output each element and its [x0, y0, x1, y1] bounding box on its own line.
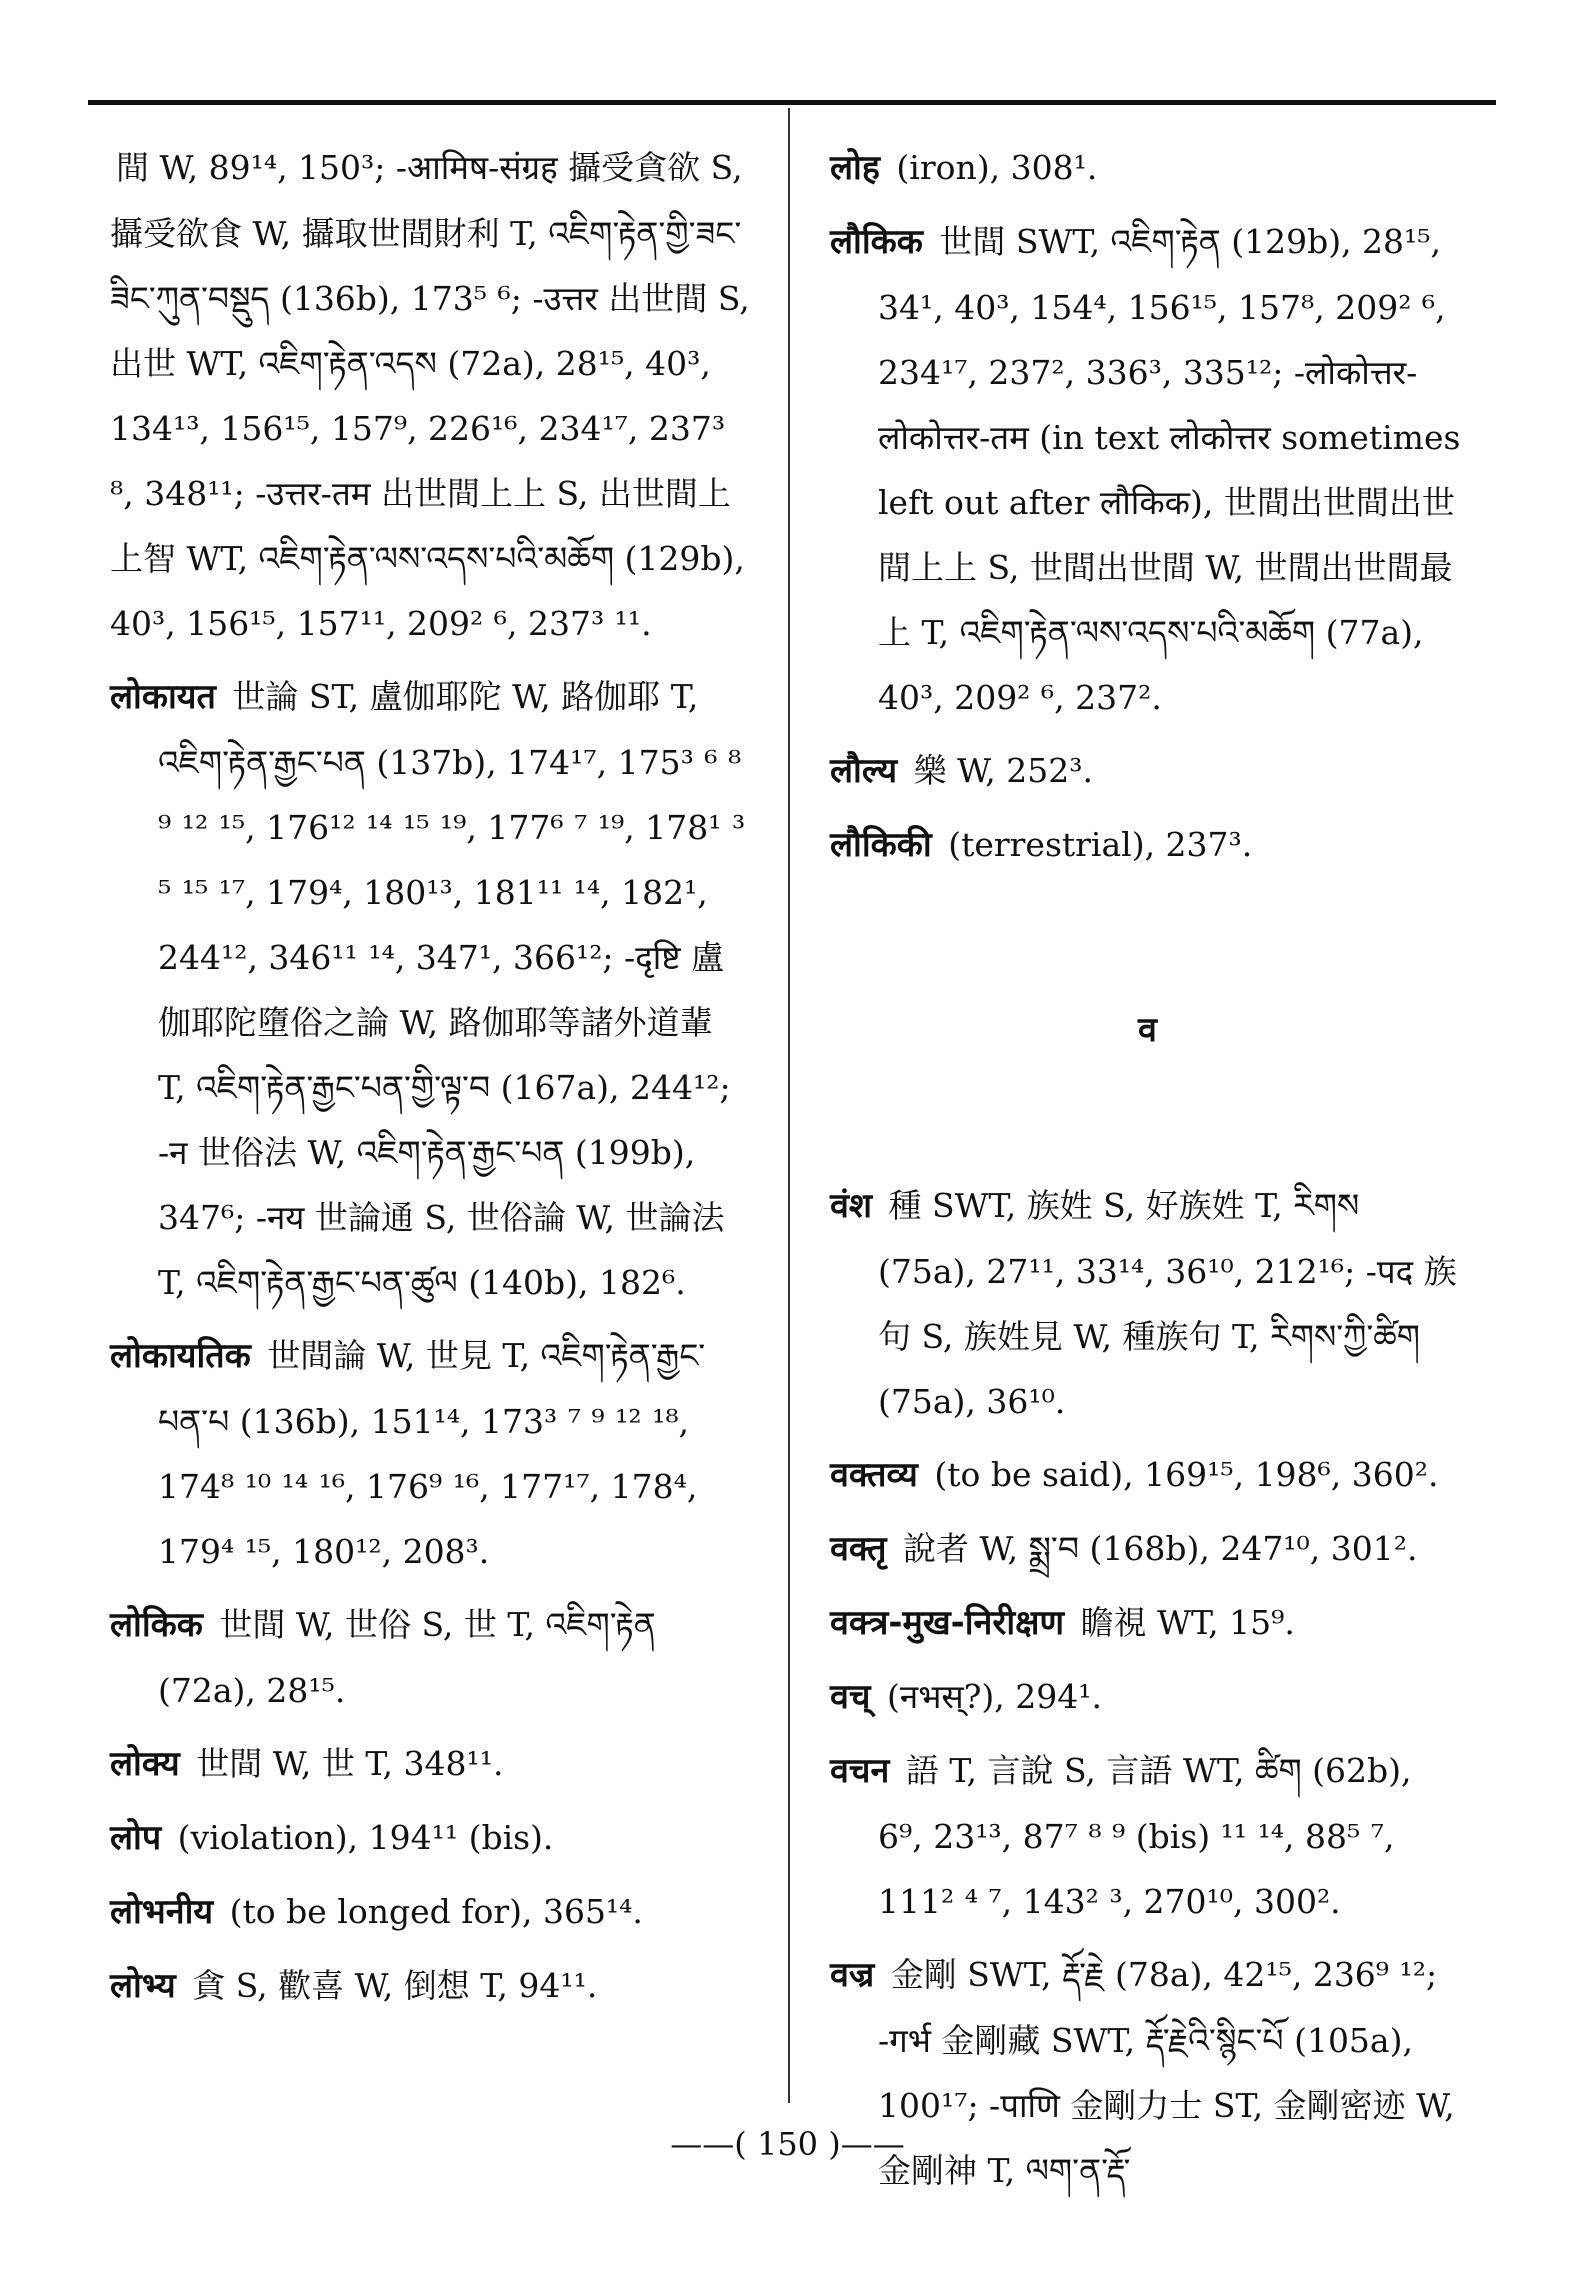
top-rule — [88, 100, 1496, 105]
entry-headword: लोकायत — [110, 677, 216, 717]
dictionary-entry — [110, 1592, 750, 1723]
entry-headword: लौल्य — [830, 751, 898, 791]
entry-headword: लौकिकी — [830, 825, 932, 865]
entry-text: (violation), 194¹¹ (bis). — [177, 1818, 554, 1857]
entry-headword: लोकायतिक — [110, 1336, 251, 1376]
dictionary-entry — [110, 1731, 750, 1797]
entry-headword: वच् — [830, 1677, 871, 1717]
entry-text: 瞻視 WT, 15⁹. — [1080, 1603, 1295, 1642]
entry-headword: वक्त्र-मुख-निरीक्षण — [830, 1603, 1065, 1643]
entry-text: 金剛 SWT, རྡོ་རྗེ (78a), 42¹⁵, 236⁹ ¹²; -गर्भ 金剛藏 SWT, རྡོ་རྗེའི་སྙིང་པོ (105a), 100¹⁷; -पाणि 金剛力士 ST, 金剛密迹 W, 金剛神 T, ལག་ན་རྡོ་ — [878, 1955, 1455, 2190]
entry-headword: लोह — [830, 148, 880, 188]
page-number: ——( 150 )—— — [670, 2125, 905, 2163]
entry-headword: वक्तृ — [830, 1529, 887, 1569]
entry-text: 世論 ST, 盧伽耶陀 W, 路伽耶 T, འཇིག་རྟེན་རྒྱང་པན (137b), 174¹⁷, 175³ ⁶ ⁸ ⁹ ¹² ¹⁵, 176¹² ¹⁴ ¹⁵ ¹⁹, 177⁶ ⁷ ¹⁹, 178¹ ³ ⁵ ¹⁵ ¹⁷, 179⁴, 180¹³, 181¹¹ ¹⁴, 182¹, 244¹², 346¹¹ ¹⁴, 347¹, 366¹²; -दृष्टि 盧伽耶陀墮俗之論 W, 路伽耶等諸外道輩 T, འཇིག་རྟེན་རྒྱང་པན་གྱི་ལྟ་བ (167a), 244¹²; -न 世俗法 W, འཇིག་རྟེན་རྒྱང་པན (199b), 347⁶; -नय 世論通 S, 世俗論 W, 世論法 T, འཇིག་རྟེན་རྒྱང་པན་ཚུལ (140b), 182⁶. — [158, 677, 746, 1302]
dictionary-entry — [830, 1173, 1465, 1434]
entry-headword: वज्र — [830, 1955, 875, 1995]
entry-headword: लोभनीय — [110, 1892, 214, 1932]
dictionary-entry — [110, 1953, 750, 2019]
dictionary-entry — [110, 135, 750, 656]
dictionary-entry — [830, 1590, 1465, 1656]
section-letter: व — [1138, 1010, 1157, 1050]
dictionary-entry — [830, 1738, 1465, 1934]
right-column — [830, 135, 1465, 2211]
dictionary-entry — [110, 1323, 750, 1584]
dictionary-entry — [830, 135, 1465, 201]
entry-text: 世間論 W, 世見 T, འཇིག་རྟེན་རྒྱང་པན་པ (136b), 151¹⁴, 173³ ⁷ ⁹ ¹² ¹⁸, 174⁸ ¹⁰ ¹⁴ ¹⁶, 176⁹ ¹⁶, 177¹⁷, 178⁴, 179⁴ ¹⁵, 180¹², 208³. — [158, 1336, 706, 1571]
entry-headword: वचन — [830, 1751, 890, 1791]
entry-headword: वंश — [830, 1186, 873, 1226]
dictionary-entry — [830, 209, 1465, 730]
column-divider — [788, 108, 790, 2103]
entry-headword: लोकिक — [110, 1605, 203, 1645]
entry-text: (to be longed for), 365¹⁴. — [229, 1892, 643, 1931]
entry-headword: लोभ्य — [110, 1966, 176, 2006]
dictionary-entry — [830, 1664, 1465, 1730]
entry-text: 說者 W, སྨྲ་བ (168b), 247¹⁰, 301². — [903, 1529, 1418, 1568]
dictionary-entry — [830, 738, 1465, 804]
entry-text: (terrestrial), 237³. — [948, 825, 1253, 864]
entry-text: 世間 W, 世俗 S, 世 T, འཇིག་རྟེན (72a), 28¹⁵. — [158, 1605, 656, 1710]
entry-headword: वक्तव्य — [830, 1455, 918, 1495]
entry-headword: लौकिक — [830, 222, 923, 262]
entry-text: (to be said), 169¹⁵, 198⁶, 360². — [934, 1455, 1439, 1494]
left-column — [110, 135, 750, 2027]
dictionary-entry — [830, 1516, 1465, 1582]
dictionary-entry — [110, 1879, 750, 1945]
entry-text: 世間 SWT, འཇིག་རྟེན (129b), 28¹⁵, 34¹, 40³, 154⁴, 156¹⁵, 157⁸, 209² ⁶, 234¹⁷, 237², 336³, 335¹²; -लोकोत्तर-लोकोत्तर-तम (in text लोकोत्तर sometimes left out after लौकिक), 世間出世間出世間上上 S, 世間出世間 W, 世間出世間最上 T, འཇིག་རྟེན་ལས་འདས་པའི་མཆོག (77a), 40³, 209² ⁶, 237². — [878, 222, 1461, 717]
entry-text: 樂 W, 252³. — [913, 751, 1093, 790]
entry-text: 世間 W, 世 T, 348¹¹. — [196, 1744, 504, 1783]
dictionary-entry — [830, 812, 1465, 878]
dictionary-entry — [830, 1442, 1465, 1508]
entry-headword: लोप — [110, 1818, 162, 1858]
entry-text: 種 SWT, 族姓 S, 好族姓 T, རིགས (75a), 27¹¹, 33¹⁴, 36¹⁰, 212¹⁶; -पद 族句 S, 族姓見 W, 種族句 T, རིགས་ཀྱི་ཚིག (75a), 36¹⁰. — [878, 1186, 1457, 1421]
entry-headword: लोक्य — [110, 1744, 180, 1784]
dictionary-entry — [110, 664, 750, 1315]
entry-text: (iron), 308¹. — [896, 148, 1098, 187]
entry-text: 間 W, 89¹⁴, 150³; -आमिष-संग्रह 攝受貪欲 S, 攝受欲食 W, 攝取世間財利 T, འཇིག་རྟེན་གྱི་ཟང་ཟིང་ཀུན་བསྡུད (136b), 173⁵ ⁶; -उत्तर 出世間 S, 出世 WT, འཇིག་རྟེན་འདས (72a), 28¹⁵, 40³, 134¹³, 156¹⁵, 157⁹, 226¹⁶, 234¹⁷, 237³ ⁸, 348¹¹; -उत्तर-तम 出世間上上 S, 出世間上上智 WT, འཇིག་རྟེན་ལས་འདས་པའི་མཆོག (129b), 40³, 156¹⁵, 157¹¹, 209² ⁶, 237³ ¹¹. — [110, 148, 750, 643]
entry-text: (नभस्?), 294¹. — [887, 1677, 1102, 1716]
entry-text: 語 T, 言說 S, 言語 WT, ཚིག (62b), 6⁹, 23¹³, 87⁷ ⁸ ⁹ (bis) ¹¹ ¹⁴, 88⁵ ⁷, 111² ⁴ ⁷, 143² ³, 270¹⁰, 300². — [878, 1751, 1412, 1921]
dictionary-entry — [110, 1805, 750, 1871]
dictionary-entry — [830, 1942, 1465, 2203]
entry-text: 貪 S, 歡喜 W, 倒想 T, 94¹¹. — [192, 1966, 598, 2005]
